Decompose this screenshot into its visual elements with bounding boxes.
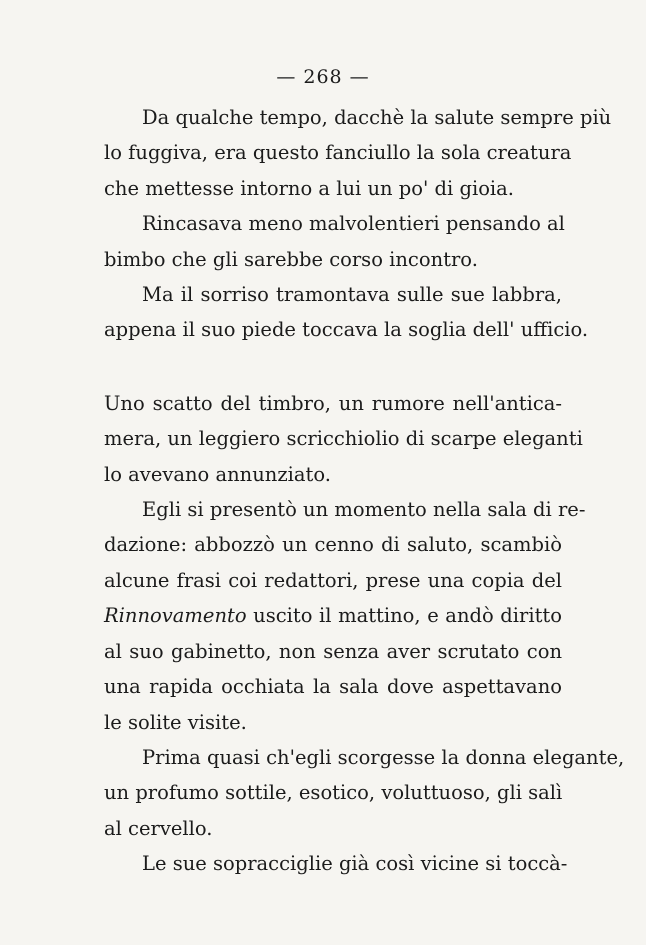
text-line: che mettesse intorno a lui un po' di gioia.: [104, 176, 514, 200]
text-line: Uno scatto del timbro, un rumore nell'antica-: [104, 391, 562, 415]
text-line: Ma il sorriso tramontava sulle sue labbra,: [142, 283, 562, 307]
section-break: [104, 348, 562, 386]
text-line: un profumo sottile, esotico, voluttuoso, gli salì: [104, 781, 563, 805]
page-number: — 268 —: [276, 66, 370, 88]
text-line: dazione: abbozzò un cenno di saluto, scambiò: [104, 533, 562, 557]
paragraph-7: [104, 846, 568, 881]
newspaper-title: Rinnovamento: [104, 604, 247, 628]
text-line: bimbo che gli sarebbe corso incontro.: [104, 247, 478, 271]
text-line: al cervello.: [104, 816, 213, 840]
text-line: Prima quasi ch'egli scorgesse la donna elegante,: [142, 745, 625, 769]
paragraph-2: [104, 206, 565, 277]
text-line: mera, un leggiero scricchiolio di scarpe eleganti: [104, 427, 583, 451]
text-line: Rincasava meno malvolentieri pensando al: [142, 212, 565, 236]
text-line: alcune frasi coi redattori, prese una copia del: [104, 568, 562, 592]
paragraph-1: [104, 100, 612, 206]
text-line: Da qualche tempo, dacchè la salute sempre più: [142, 106, 612, 129]
text-line: Le sue sopracciglie già così vicine si toccà-: [142, 852, 568, 876]
text-line-with-title: [104, 598, 562, 633]
text-line: una rapida occhiata la sala dove aspettavano: [104, 675, 562, 699]
text-line: lo fuggiva, era questo fanciullo la sola creatura: [104, 141, 572, 165]
text-line: le solite visite.: [104, 710, 247, 734]
paragraph-4: [104, 386, 583, 492]
text-line: lo avevano annunziato.: [104, 462, 331, 486]
text-fragment: uscito il mattino, e andò diritto: [253, 604, 562, 628]
text-line: Egli si presentò un momento nella sala di re-: [142, 498, 586, 522]
paragraph-5: [104, 492, 586, 740]
paragraph-6: [104, 740, 625, 846]
paragraph-3: [104, 277, 589, 348]
body-text: [104, 100, 625, 882]
text-line: al suo gabinetto, non senza aver scrutato con: [104, 639, 562, 663]
text-line: appena il suo piede toccava la soglia dell' ufficio.: [104, 318, 589, 342]
